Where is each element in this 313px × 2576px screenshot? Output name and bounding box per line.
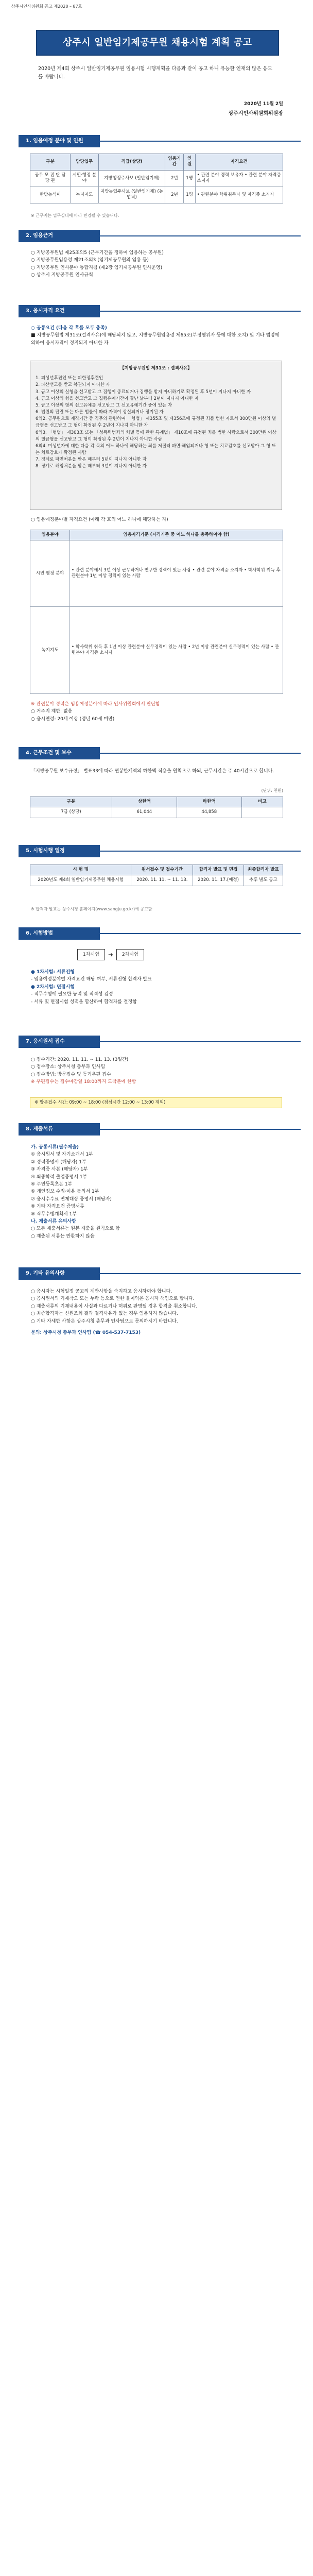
table-header: 최종합격자 발표 (244, 865, 283, 875)
list-item: ○ 제출된 서류는 반환하지 않음 (31, 1233, 95, 1239)
table-cell: 추후 별도 공고 (244, 875, 283, 886)
exam-method-list (31, 969, 281, 1006)
table-cell: 녹지지도 (30, 607, 70, 694)
section-7-header (19, 1036, 301, 1048)
documents-list (31, 1144, 281, 1240)
list-item: - 임용예정분야별 자격요건 해당 여부, 서류전형 합격자 발표 (31, 977, 152, 982)
field-requirements-intro (31, 516, 281, 523)
document-number: 상주시인사위원회 공고 제2020 – 87호 (11, 4, 82, 9)
unit-label: (단위: 천원) (261, 788, 283, 793)
list-item: 3. 금고 이상의 실형을 선고받고 그 집행이 종료되거나 집행을 받지 아니하기로 확정된 후 5년이 지나지 아니한 자 (36, 389, 251, 395)
table-row (30, 807, 283, 818)
recruitment-table (30, 154, 283, 204)
other-requirements (31, 701, 281, 723)
list-item: ② 경력증명서 (해당자) 1부 (31, 1159, 86, 1165)
table-header: 원서접수 및 접수기간 (131, 865, 193, 875)
table-cell: 2년 (165, 187, 184, 203)
table-header-row (30, 154, 283, 171)
table-header: 시 험 명 (30, 865, 131, 875)
list-item: ● 2차시험: 면접시험 (31, 984, 75, 990)
table-cell: 2년 (165, 170, 184, 187)
list-item: 8. 징계로 해임처분을 받은 때부터 3년이 지나지 아니한 자 (36, 464, 147, 469)
table-cell: 녹지지도 (70, 187, 98, 203)
list-item: ④ 최종학력 졸업증명서 1부 (31, 1174, 88, 1180)
table-row (30, 607, 283, 694)
section-heading: 2. 임용근거 (19, 230, 100, 242)
table-header: 자격요건 (195, 154, 283, 171)
schedule-note: ※ 합격자 발표는 상주시청 홈페이지(www.sangju.go.kr)에 공고함 (31, 907, 152, 911)
section-6-header (19, 927, 301, 940)
section-5-header (19, 845, 301, 857)
list-item: ○ 접수방법: 방문접수 및 등기우편 접수 (31, 1072, 111, 1077)
table-row (30, 540, 283, 607)
list-item: ○ 지방공무원 인사분야 통합지침 (제2장 임기제공무원 인사운영) (31, 265, 163, 270)
list-item: ⑤ 주민등록초본 1부 (31, 1181, 73, 1187)
reception-hours-note: ※ 방문접수 시간: 09:00 ~ 18:00 (점심시간 12:00 ~ 13:00 제외) (30, 1097, 282, 1108)
table-cell: 61,044 (112, 807, 177, 818)
list-item: ⑧ 기타 자격요건 증빙서류 (31, 1204, 84, 1210)
list-item: ○ 응시원서의 기재착오 또는 누락 등으로 인한 불이익은 응시자 책임으로 합니다. (31, 1296, 195, 1302)
divider (100, 1041, 301, 1042)
list-item: 7. 징계로 파면처분을 받은 때부터 5년이 지나지 아니한 자 (36, 457, 147, 463)
section-9-header (19, 1267, 301, 1280)
table-row (30, 170, 283, 187)
table-cell (241, 807, 283, 818)
divider (100, 933, 301, 934)
section-heading: 7. 응시원서 접수 (19, 1036, 100, 1048)
announcement-date: 2020년 11월 2일 (244, 101, 283, 107)
list-item: 가. 공통서류(필수제출) (31, 1145, 79, 1150)
table-header: 합격자 발표 및 면접 (193, 865, 244, 875)
table-header: 임용기간 (165, 154, 184, 171)
list-item: ○ 접수기간: 2020. 11. 11. ~ 11. 13. (3일간) (31, 1057, 129, 1062)
section-heading: 8. 제출서류 (19, 1123, 100, 1136)
table-note: ※ 근무지는 업무실태에 따라 변경될 수 있습니다. (31, 213, 119, 218)
list-item: ⑥ 개인정보 수집·이용 동의서 1부 (31, 1189, 99, 1195)
table-header-row (30, 797, 283, 807)
list-item: ⑨ 직무수행계획서 1부 (31, 1211, 77, 1217)
list-item: ※ 관련분야 경력은 임용예정분야에 따라 인사위원회에서 판단함 (31, 702, 160, 707)
list-item: - 직무수행에 필요한 능력 및 적격성 검정 (31, 992, 113, 997)
section-3-header (19, 305, 301, 317)
schedule-table (30, 865, 283, 886)
list-item: 2. 파산선고를 받고 복권되지 아니한 자 (36, 382, 110, 388)
list-item: 6의4. 미성년자에 대한 다음 각 목의 어느 하나에 해당하는 죄를 저질러 파면·해임되거나 형 또는 치료감호를 선고받아 그 형 또는 치료감호가 확정된 사람 (36, 443, 276, 456)
table-cell: 2020. 11. 11. ~ 11. 13. (131, 875, 193, 886)
list-item: ○ 모든 제출서류는 원본 제출을 원칙으로 함 (31, 1226, 120, 1232)
table-cell: 7급 (상당) (30, 807, 112, 818)
list-item: ① 응시원서 및 자기소개서 1부 (31, 1152, 93, 1158)
disqualification-box (30, 361, 282, 510)
application-list (31, 1056, 281, 1086)
list-item: ○ 임용예정분야별 자격요건 (아래 각 호의 어느 하나에 해당하는 자) (31, 517, 168, 522)
list-item: ○ 상주시 지방공무원 인사규칙 (31, 273, 93, 278)
section-heading: 1. 임용예정 분야 및 인원 (19, 135, 100, 147)
section-1-header (19, 135, 301, 147)
list-item: 4. 금고 이상의 형을 선고받고 그 집행유예기간이 끝난 날부터 2년이 지나지 아니한 자 (36, 396, 199, 401)
arrow-right-icon: ➜ (108, 951, 113, 958)
table-cell: • 관련 분야 경력 보유자 • 관련 분야 자격증 소지자 (195, 170, 283, 187)
table-cell: 2020. 11. 17.(예정) (193, 875, 244, 886)
table-header: 인원 (184, 154, 195, 171)
divider (100, 851, 301, 852)
table-header: 임용자격기준 (자격기준 중 어느 하나를 충족하여야 함) (70, 530, 283, 540)
signature: 상주시인사위원회위원장 (228, 111, 283, 116)
section-heading: 3. 응시자격 요건 (19, 305, 100, 317)
table-row (30, 875, 283, 886)
section-4-header (19, 747, 301, 759)
table-cell: 시민·행정 분야 (30, 540, 70, 607)
section-heading: 4. 근무조건 및 보수 (19, 747, 100, 759)
list-item: ○ 접수장소: 상주시청 총무과 인사팀 (31, 1064, 106, 1070)
section-heading: 9. 기타 유의사항 (19, 1267, 100, 1280)
list-item: ※ 우편접수는 접수마감일 18:00까지 도착분에 한함 (31, 1079, 136, 1085)
list-item: ○ 최종합격자는 신원조회 결과 결격사유가 있는 경우 임용하지 않습니다. (31, 1311, 178, 1317)
divider (100, 311, 301, 312)
table-cell: 1명 (184, 187, 195, 203)
table-header: 상한액 (112, 797, 177, 807)
list-item: ● 1차시험: 서류전형 (31, 970, 75, 975)
divider (100, 235, 301, 236)
table-header: 직급(상당) (98, 154, 165, 171)
divider (100, 1273, 301, 1274)
common-requirements (31, 325, 281, 347)
section-2-header (19, 230, 301, 242)
section-heading: 6. 시험방법 (19, 927, 100, 940)
table-cell: 44,858 (177, 807, 241, 818)
table-header-row (30, 530, 283, 540)
table-header: 비고 (241, 797, 283, 807)
list-item: ■ 지방공무원법 제31조(결격사유)에 해당되지 않고, 지방공무원임용령 제65조(부정행위자 등에 대한 조치) 및 기타 법령에 의하여 응시자격이 정지되지 아니한 자 (31, 333, 280, 346)
list-item: ③ 자격증 사본 (해당자) 1부 (31, 1167, 88, 1173)
contact-info: 문의: 상주시청 총무과 인사팀 (☎ 054-537-7153) (31, 1330, 141, 1335)
box-title: 【지방공무원법 제31조 : 결격사유】 (120, 366, 192, 371)
field-requirements-table (30, 530, 283, 694)
table-header: 담당업무 (70, 154, 98, 171)
list-item: ○ 거주지 제한: 없음 (31, 709, 73, 715)
divider (100, 753, 301, 754)
table-cell: 지방농업주사보 (일반임기제) (농업직) (98, 187, 165, 203)
table-cell: 시민·행정 분야 (70, 170, 98, 187)
salary-table (30, 796, 283, 818)
list-item: ○ 제출서류의 기재내용이 사실과 다르거나 허위로 판명될 경우 합격을 취소합니다. (31, 1303, 198, 1309)
table-cell: 지방행정주사보 (일반임기제) (98, 170, 165, 187)
list-item: ○ 지방공무원법 제25조의5 (근무기간을 정하여 임용하는 공무원) (31, 250, 164, 256)
table-cell: 한방농식미 (30, 187, 71, 203)
list-item: ⑦ 응시수수료 면제대상 증명서 (해당자) (31, 1196, 112, 1202)
list-item: 나. 제출서류 유의사항 (31, 1218, 76, 1224)
page-title: 상주시 일반임기제공무원 채용시험 계획 공고 (36, 30, 279, 56)
list-item: 5. 금고 이상의 형의 선고유예를 선고받고 그 선고유예기간 중에 있는 자 (36, 402, 172, 408)
list-item: 6의2. 공무원으로 재직기간 중 직무와 관련하여 「형법」 제355조 및 제356조에 규정된 죄를 범한 자로서 300만원 이상의 벌금형을 선고받고 그 형이 확정된 후 2년이 지나지 아니한 자 (36, 416, 276, 429)
table-header: 하한액 (177, 797, 241, 807)
notice-list (31, 1288, 281, 1336)
list-item: ○ 응시연령: 20세 이상 (정년 60세 미만) (31, 716, 115, 722)
table-row (30, 187, 283, 203)
table-header: 구분 (30, 797, 112, 807)
section-heading: 5. 시험시행 일정 (19, 845, 100, 857)
list-item: ○ 기타 자세한 사항은 상주시청 총무과 인사팀으로 문의하시기 바랍니다. (31, 1318, 178, 1324)
table-cell: 1명 (184, 170, 195, 187)
intro-text: 2020년 제4회 상주시 일반임기제공무원 임용시험 시행계획을 다음과 같이 공고 하니 유능한 인재의 많은 응모를 바랍니다. (38, 66, 272, 80)
table-cell: • 관련분야 학위취득자 및 자격증 소지자 (195, 187, 283, 203)
table-cell: 2020년도 제4회 일반임기제공무원 채용시험 (30, 875, 131, 886)
legal-basis-list (31, 249, 281, 279)
list-item: ○ 지방공무원임용령 제21조의3 (임기제공무원의 임용 등) (31, 258, 149, 263)
table-header-row (30, 865, 283, 875)
list-item: 6. 법원의 판결 또는 다른 법률에 따라 자격이 상실되거나 정지된 자 (36, 410, 164, 415)
salary-text: 「지방공무원 보수규정」 별표33에 따라 연봉한계액의 하한액 적용을 원칙으로 하되, 근무시간은 주 40시간으로 합니다. (31, 769, 274, 774)
list-item: - 서류 및 면접시험 성적을 합산하여 합격자를 결정함 (31, 999, 137, 1005)
table-header: 구분 (30, 154, 71, 171)
list-item: ○ 응시자는 시험일정 공고의 제반사항을 숙지하고 응시하여야 합니다. (31, 1289, 172, 1294)
table-cell: 공무 모 집 단 담 당 관 (30, 170, 71, 187)
flow-step: 2차시험 (116, 949, 144, 960)
list-item: ○ 공통요건 (다음 각 호를 모두 충족) (31, 326, 107, 331)
exam-flow (77, 949, 144, 960)
section-8-header (19, 1123, 301, 1136)
table-cell: • 관련 분야에서 3년 이상 근무하거나 연구한 경력이 있는 사람 • 관련 분야 자격증 소지자 • 학사학위 취득 후 관련분야 1년 이상 경력이 있는 사람 (70, 540, 283, 607)
list-item: 1. 피성년후견인 또는 피한정후견인 (36, 376, 103, 381)
flow-step: 1차시험 (77, 949, 105, 960)
divider (100, 1129, 301, 1130)
divider (100, 141, 301, 142)
list-item: 6의3. 「형법」 제303조 또는 「성폭력범죄의 처벌 등에 관한 특례법」 제10조에 규정된 죄를 범한 사람으로서 300만원 이상의 벌금형을 선고받고 그 형이 확정된 후 2년이 지나지 아니한 사람 (36, 430, 276, 442)
table-header: 임용분야 (30, 530, 70, 540)
table-cell: • 학사학위 취득 후 1년 이상 관련분야 실무경력이 있는 사람 • 2년 이상 관련분야 실무경력이 있는 사람 • 관련분야 자격증 소지자 (70, 607, 283, 694)
